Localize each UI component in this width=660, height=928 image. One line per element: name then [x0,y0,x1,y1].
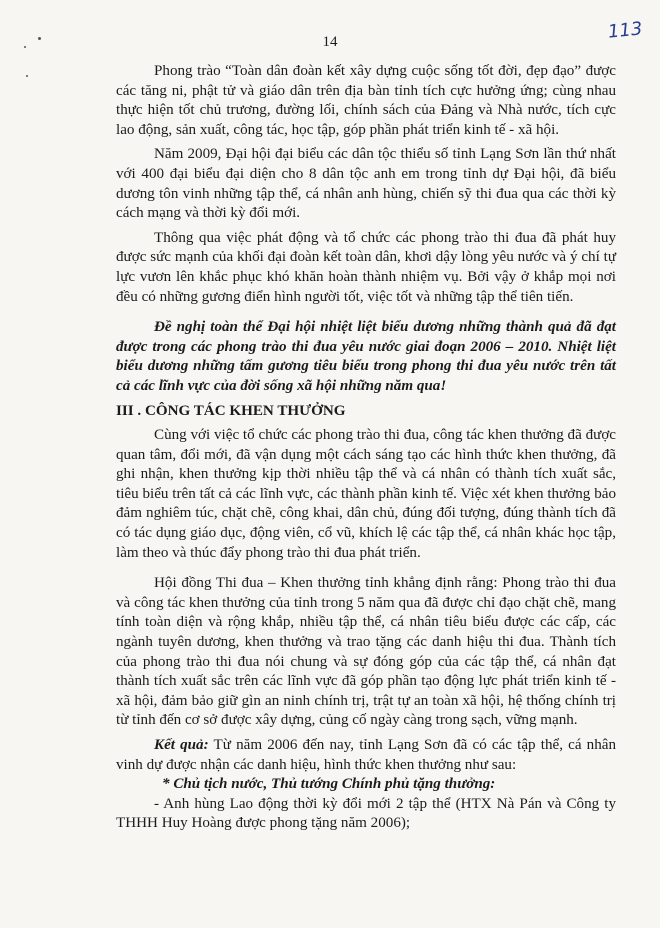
paragraph-proposal: Đề nghị toàn thể Đại hội nhiệt liệt biểu dương những thành quả đã đạt được trong các phong trào thi đua yêu nước giai đoạn 2006 – 2010. Nhiệt liệt biểu dương những tấm gương tiêu biểu trong phong thi đua yêu nước trên tất cả các lĩnh vực của đời sống xã hội những năm qua! [116,319,616,394]
paragraph-movement: Phong trào “Toàn dân đoàn kết xây dựng cuộc sống tốt đời, đẹp đạo” được các tăng ni, phật tử và giáo dân trên địa bàn tỉnh tích cực hưởng ứng; cùng nhau thực hiện tốt chủ trương, đường lối, chính sách của Đảng và Nhà nước, tích cực lao động, sản xuất, công tác, học tập, góp phần phát triển kinh tế - xã hội. [116,63,616,138]
paragraph-reward-work: Cùng với việc tổ chức các phong trào thi đua, công tác khen thưởng đã được quan tâm, đổi mới, đã vận dụng một cách sáng tạo các hình thức khen thưởng, đã ghi nhận, khen thưởng kịp thời nhiều tập thể và cá nhân có thành tích xuất sắc, tiêu biểu trên tất cả các lĩnh vực, các thành phần kinh tế. Việc xét khen thưởng bảo đảm nghiêm túc, chặt chẽ, công khai, dân chủ, đúng đối tượng, đúng thành tích đã có tác dụng giáo dục, động viên, cổ vũ, khích lệ các tập thể, cá nhân khác học tập, làm theo và thúc đẩy phong trào thi đua phát triển. [116,427,616,561]
results-text: Từ năm 2006 đến nay, tỉnh Lạng Sơn đã có các tập thể, cá nhân vinh dự được nhận các danh hiệu, hình thức khen thưởng như sau: [116,737,617,773]
awards-sub-heading: * Chủ tịch nước, Thủ tướng Chính phủ tặng thưởng: [162,776,496,793]
document-body [116,62,616,834]
paragraph-labour-heroes: - Anh hùng Lao động thời kỳ đổi mới 2 tập thể (HTX Nà Pán và Công ty THHH Huy Hoàng được phong tặng năm 2006); [116,795,616,832]
page-number: 14 [322,34,338,50]
section-heading: III . CÔNG TÁC KHEN THƯỞNG [116,402,346,419]
paragraph-results [116,736,616,775]
paragraph-emulation-results: Thông qua việc phát động và tổ chức các phong trào thi đua đã phát huy được sức mạnh của khối đại đoàn kết toàn dân, khơi dậy lòng yêu nước và ý chí tự lực vươn lên khắc phục khó khăn hoàn thành nhiệm vụ. Bởi vậy ở khắp mọi nơi đều có những gương điển hình người tốt, việc tốt và những tập thể tiên tiến. [116,229,616,305]
paragraph-council-statement: Hội đồng Thi đua – Khen thưởng tỉnh khẳng định rằng: Phong trào thi đua và công tác khen thưởng của tỉnh trong 5 năm qua đã được chỉ đạo chặt chẽ, mang tính toàn diện và rộng khắp, nhiều tập thể, cá nhân tiêu biểu được các cấp, các ngành tuyên dương, khen thưởng và trao tặng các danh hiệu thi đua. Thành tích của phong trào thi đua nói chung và sự đóng góp của các tập thể, cá nhân đạt thành tích xuất sắc trên các lĩnh vực đã góp phần tạo động lực phát triển kinh tế - xã hội, đảm bảo giữ gìn an ninh chính trị, trật tự an toàn xã hội, hệ thống chính trị từ tỉnh đến cơ sở được xây dựng, củng cố ngày càng trong sạch, vững mạnh. [116,575,616,729]
handwritten-page-mark: 113 [606,18,644,43]
results-label: Kết quả: [154,737,209,753]
scan-speck [26,75,28,77]
paragraph-congress-2009: Năm 2009, Đại hội đại biểu các dân tộc thiểu số tỉnh Lạng Sơn lần thứ nhất với 400 đại biểu đại diện cho 8 dân tộc anh em trong tỉnh dự Đại hội, đã biểu dương tôn vinh những tập thể, cá nhân anh hùng, chiến sỹ thi đua qua các thời kỳ cách mạng và thời kỳ đổi mới. [116,146,616,222]
